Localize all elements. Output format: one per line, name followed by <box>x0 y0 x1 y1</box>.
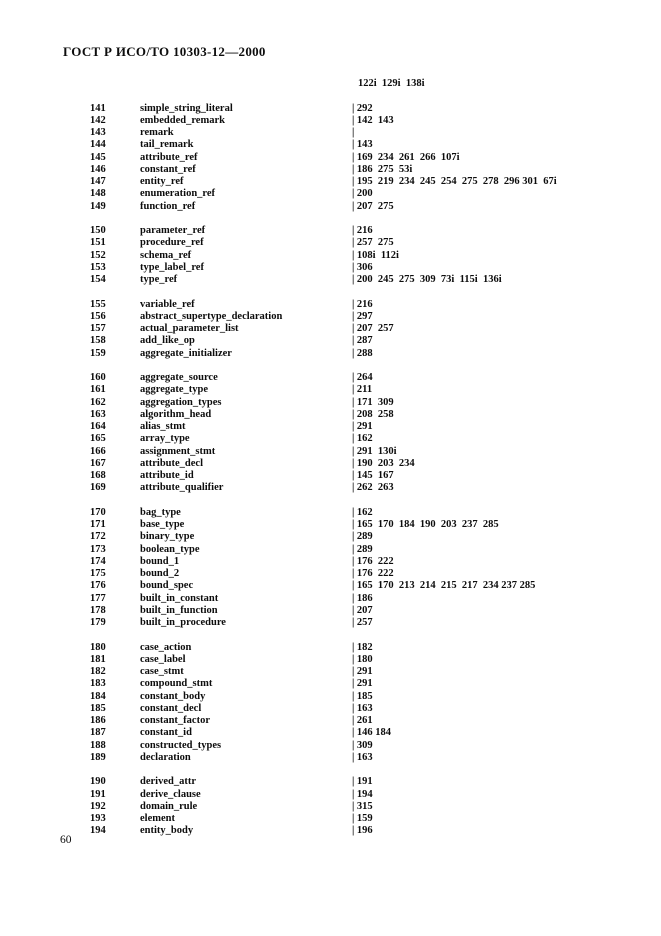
index-row <box>0 103 661 115</box>
entry-pages: | 180 <box>352 653 373 665</box>
entry-pages: | 289 <box>352 531 373 543</box>
entry-pages: | 291 <box>352 666 373 677</box>
entry-number: 171 <box>90 519 106 530</box>
index-row <box>0 250 661 262</box>
index-row <box>0 813 661 825</box>
index-row <box>0 127 661 139</box>
entry-number: 174 <box>90 555 106 567</box>
index-row <box>0 115 661 127</box>
index-row <box>0 433 661 445</box>
entry-number: 153 <box>90 261 106 273</box>
entry-pages: | 287 <box>352 335 373 347</box>
index-group <box>0 225 661 286</box>
index-row <box>0 593 661 605</box>
entry-name: constant_body <box>140 690 206 702</box>
entry-pages: | 171 309 <box>352 396 394 408</box>
index-row <box>0 507 661 519</box>
entry-number: 146 <box>90 163 106 175</box>
entry-name: enumeration_ref <box>140 188 216 200</box>
entry-name: attribute_decl <box>140 457 203 469</box>
entry-pages: | 291 130i <box>352 445 397 457</box>
entry-pages: | 176 222 <box>352 555 394 567</box>
entry-number: 158 <box>90 335 106 347</box>
index-row <box>0 531 661 543</box>
entry-name: array_type <box>140 433 190 445</box>
entry-pages: | 207 275 <box>352 200 394 212</box>
entry-number: 193 <box>90 813 106 824</box>
entry-name: aggregate_initializer <box>140 347 232 359</box>
index-row <box>0 335 661 347</box>
entry-pages: | 146 184 <box>352 727 392 739</box>
entry-number: 194 <box>90 825 106 837</box>
index-table <box>0 78 661 838</box>
index-row <box>0 176 661 188</box>
entry-name: domain_rule <box>140 800 198 812</box>
index-row <box>0 152 661 164</box>
entry-pages: | 211 <box>352 384 373 396</box>
entry-name: add_like_op <box>140 335 195 347</box>
page-number: 60 <box>60 834 72 846</box>
entry-pages: | 185 <box>352 690 373 702</box>
entry-pages: | 309 <box>352 739 373 751</box>
index-row <box>0 740 661 752</box>
entry-name: built_in_constant <box>140 592 219 604</box>
entry-number: 150 <box>90 225 106 236</box>
entry-number: 183 <box>90 678 106 690</box>
entry-pages: | 196 <box>352 825 373 837</box>
entry-name: embedded_remark <box>140 114 225 126</box>
entry-number: 165 <box>90 433 106 445</box>
entry-number: 185 <box>90 702 106 714</box>
entry-pages: | 262 263 <box>352 482 394 494</box>
entry-number: 145 <box>90 151 106 163</box>
entry-number: 170 <box>90 506 106 518</box>
entry-number: 173 <box>90 543 106 555</box>
index-row <box>0 311 661 323</box>
index-row <box>0 825 661 837</box>
entry-number: 179 <box>90 617 106 628</box>
entry-name: entity_body <box>140 825 194 837</box>
entry-name: aggregate_source <box>140 372 218 383</box>
entry-name: assignment_stmt <box>140 445 216 457</box>
index-group <box>0 372 661 495</box>
index-row <box>0 262 661 274</box>
entry-number: 141 <box>90 102 106 114</box>
document-title: ГОСТ Р ИСО/ТО 10303-12—2000 <box>63 44 266 59</box>
entry-name: base_type <box>140 519 185 530</box>
index-row <box>0 568 661 580</box>
entry-pages: | 261 <box>352 715 373 726</box>
entry-pages: | 145 167 <box>352 470 394 481</box>
entry-number: 147 <box>90 176 106 187</box>
entry-pages: | 163 <box>352 702 373 714</box>
entry-name: boolean_type <box>140 543 200 555</box>
entry-name: case_stmt <box>140 666 184 677</box>
entry-pages: | 200 <box>352 188 373 200</box>
entry-number: 168 <box>90 470 106 481</box>
entry-number: 186 <box>90 715 106 726</box>
entry-number: 169 <box>90 482 106 494</box>
entry-name: abstract_supertype_declaration <box>140 310 283 322</box>
entry-pages: | 186 <box>352 592 373 604</box>
index-row <box>0 237 661 249</box>
entry-name: algorithm_head <box>140 408 212 420</box>
entry-name: variable_ref <box>140 298 195 310</box>
entry-name: type_ref <box>140 274 178 285</box>
entry-pages: | 315 <box>352 800 373 812</box>
entry-number: 192 <box>90 800 106 812</box>
index-row <box>0 691 661 703</box>
entry-name: aggregation_types <box>140 396 222 408</box>
entry-name: bound_2 <box>140 568 180 579</box>
entry-number: 182 <box>90 666 106 677</box>
entry-name: function_ref <box>140 200 196 212</box>
index-row <box>0 642 661 654</box>
entry-number: 166 <box>90 445 106 457</box>
entry-pages: | 292 <box>352 102 373 114</box>
entry-pages: | 216 <box>352 225 373 236</box>
index-row <box>0 482 661 494</box>
entry-pages: | 288 <box>352 347 373 359</box>
entry-name: case_action <box>140 641 192 653</box>
entry-number: 143 <box>90 127 106 138</box>
entry-name: bound_1 <box>140 555 180 567</box>
entry-number: 155 <box>90 298 106 310</box>
entry-name: compound_stmt <box>140 678 213 690</box>
entry-pages: | 200 245 275 309 73i 115i 136i <box>352 274 502 285</box>
entry-name: attribute_qualifier <box>140 482 224 494</box>
entry-name: constant_decl <box>140 702 202 714</box>
entry-pages: | 142 143 <box>352 114 394 126</box>
entry-name: constant_ref <box>140 163 196 175</box>
index-row <box>0 470 661 482</box>
index-group <box>0 103 661 213</box>
entry-name: case_label <box>140 653 186 665</box>
index-row <box>0 397 661 409</box>
entry-pages: | 291 <box>352 421 373 432</box>
entry-pages: | 182 <box>352 641 373 653</box>
entry-pages: | 208 258 <box>352 408 394 420</box>
entry-number: 164 <box>90 421 106 432</box>
entry-pages: | 169 234 261 266 107i <box>352 151 460 163</box>
entry-number: 144 <box>90 139 106 151</box>
index-row <box>0 409 661 421</box>
entry-name: element <box>140 813 175 824</box>
index-row <box>0 323 661 335</box>
entry-pages: | 264 <box>352 372 373 383</box>
index-row <box>0 789 661 801</box>
index-row <box>0 519 661 531</box>
entry-pages: | 190 203 234 <box>352 457 415 469</box>
entry-name: constant_id <box>140 727 192 739</box>
index-row <box>0 372 661 384</box>
entry-number: 156 <box>90 310 106 322</box>
entry-name: aggregate_type <box>140 384 209 396</box>
entry-name: bound_spec <box>140 580 194 592</box>
entry-number: 180 <box>90 641 106 653</box>
index-row <box>0 654 661 666</box>
entry-number: 142 <box>90 114 106 126</box>
entry-number: 175 <box>90 568 106 579</box>
entry-number: 151 <box>90 237 106 249</box>
entry-number: 172 <box>90 531 106 543</box>
entry-pages: | 257 275 <box>352 237 394 249</box>
index-row <box>0 348 661 360</box>
index-row <box>0 384 661 396</box>
entry-pages: | 165 170 184 190 203 237 285 <box>352 519 499 530</box>
entry-number: 177 <box>90 592 106 604</box>
index-row <box>0 274 661 286</box>
entry-number: 191 <box>90 788 106 800</box>
index-groups <box>0 103 661 838</box>
continuation-pages: 122i 129i 138i <box>358 78 425 89</box>
entry-pages: | 143 <box>352 139 373 151</box>
entry-name: type_label_ref <box>140 261 204 273</box>
entry-number: 149 <box>90 200 106 212</box>
entry-pages: | 297 <box>352 310 373 322</box>
entry-pages: | 176 222 <box>352 568 394 579</box>
entry-pages: | 257 <box>352 617 373 628</box>
index-row <box>0 201 661 213</box>
continuation-line <box>0 78 661 90</box>
index-row <box>0 776 661 788</box>
index-row <box>0 421 661 433</box>
entry-number: 154 <box>90 274 106 285</box>
index-row <box>0 605 661 617</box>
index-row <box>0 188 661 200</box>
entry-pages: | <box>352 127 355 138</box>
index-row <box>0 556 661 568</box>
index-group <box>0 507 661 630</box>
index-group <box>0 776 661 837</box>
entry-name: binary_type <box>140 531 195 543</box>
index-row <box>0 617 661 629</box>
entry-name: parameter_ref <box>140 225 206 236</box>
entry-number: 176 <box>90 580 106 592</box>
entry-number: 184 <box>90 690 106 702</box>
index-row <box>0 666 661 678</box>
index-row <box>0 678 661 690</box>
entry-number: 167 <box>90 457 106 469</box>
entry-name: derive_clause <box>140 788 201 800</box>
entry-pages: | 162 <box>352 433 373 445</box>
entry-name: constructed_types <box>140 739 222 751</box>
index-group <box>0 642 661 765</box>
entry-pages: | 159 <box>352 813 373 824</box>
entry-pages: | 108i 112i <box>352 249 399 261</box>
entry-pages: | 207 <box>352 604 373 616</box>
entry-name: declaration <box>140 751 191 763</box>
index-row <box>0 446 661 458</box>
entry-number: 157 <box>90 323 106 334</box>
index-row <box>0 801 661 813</box>
entry-pages: | 195 219 234 245 254 275 278 296 301 67i <box>352 176 557 187</box>
entry-number: 152 <box>90 249 106 261</box>
entry-name: bag_type <box>140 506 181 518</box>
entry-number: 161 <box>90 384 106 396</box>
entry-number: 160 <box>90 372 106 383</box>
entry-pages: | 186 275 53i <box>352 163 413 175</box>
entry-number: 188 <box>90 739 106 751</box>
entry-number: 187 <box>90 727 106 739</box>
index-row <box>0 580 661 592</box>
entry-pages: | 191 <box>352 776 373 788</box>
entry-pages: | 207 257 <box>352 323 394 334</box>
entry-number: 181 <box>90 653 106 665</box>
entry-pages: | 163 <box>352 751 373 763</box>
entry-name: simple_string_literal <box>140 102 233 114</box>
index-row <box>0 727 661 739</box>
entry-name: actual_parameter_list <box>140 323 239 334</box>
entry-name: alias_stmt <box>140 421 186 432</box>
entry-pages: | 289 <box>352 543 373 555</box>
entry-name: entity_ref <box>140 176 184 187</box>
entry-name: attribute_id <box>140 470 194 481</box>
entry-pages: | 306 <box>352 261 373 273</box>
index-row <box>0 299 661 311</box>
entry-name: procedure_ref <box>140 237 204 249</box>
entry-number: 162 <box>90 396 106 408</box>
index-group <box>0 299 661 360</box>
entry-name: constant_factor <box>140 715 210 726</box>
index-row <box>0 139 661 151</box>
entry-name: remark <box>140 127 174 138</box>
entry-pages: | 194 <box>352 788 373 800</box>
entry-number: 190 <box>90 776 106 788</box>
entry-number: 189 <box>90 751 106 763</box>
entry-name: schema_ref <box>140 249 192 261</box>
index-row <box>0 458 661 470</box>
entry-pages: | 291 <box>352 678 373 690</box>
entry-name: built_in_function <box>140 604 218 616</box>
entry-pages: | 165 170 213 214 215 217 234 237 285 <box>352 580 536 592</box>
index-row <box>0 703 661 715</box>
index-row <box>0 544 661 556</box>
entry-number: 163 <box>90 408 106 420</box>
entry-number: 159 <box>90 347 106 359</box>
entry-name: tail_remark <box>140 139 194 151</box>
entry-name: derived_attr <box>140 776 196 788</box>
index-row <box>0 225 661 237</box>
index-row <box>0 752 661 764</box>
entry-number: 178 <box>90 604 106 616</box>
index-row <box>0 164 661 176</box>
entry-name: built_in_procedure <box>140 617 226 628</box>
entry-name: attribute_ref <box>140 151 198 163</box>
entry-pages: | 216 <box>352 298 373 310</box>
index-row <box>0 715 661 727</box>
entry-number: 148 <box>90 188 106 200</box>
entry-pages: | 162 <box>352 506 373 518</box>
